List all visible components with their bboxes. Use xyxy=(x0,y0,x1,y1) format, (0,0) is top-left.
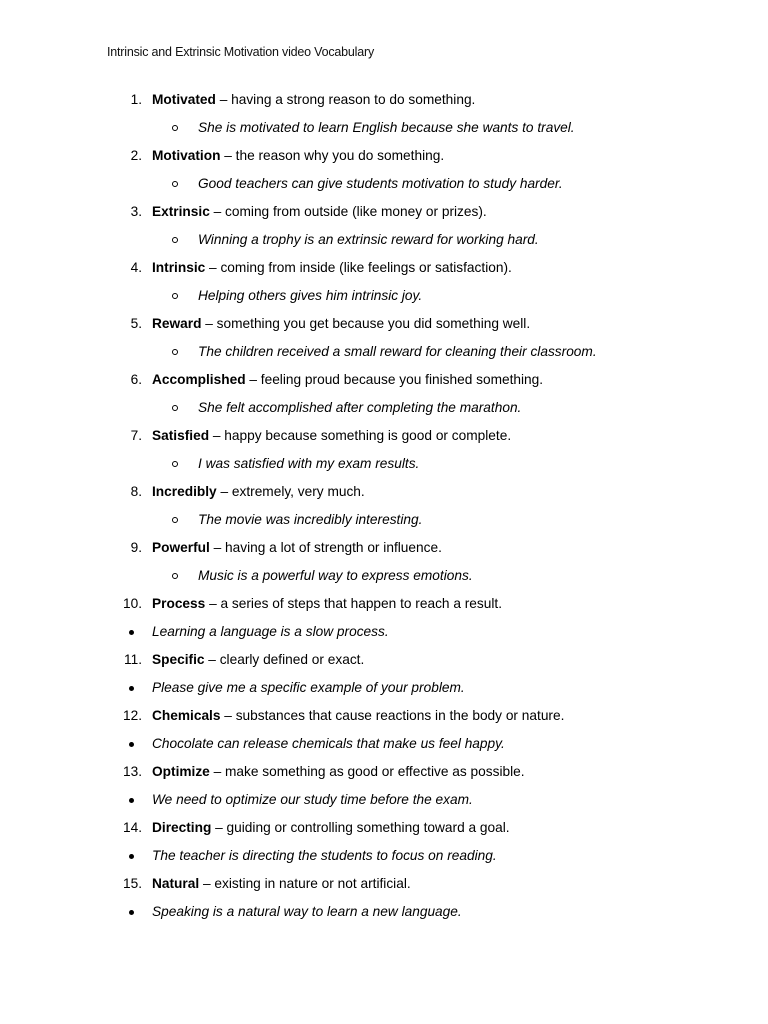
definition: – existing in nature or not artificial. xyxy=(199,876,411,891)
item-number: 7. xyxy=(130,428,142,443)
example-sentence: I was satisfied with my exam results. xyxy=(198,456,420,471)
definition: – a series of steps that happen to reach a result. xyxy=(205,596,503,611)
definition: – coming from inside (like feelings or satisfaction). xyxy=(205,260,512,275)
dot-bullet-icon xyxy=(129,686,134,691)
dot-bullet-icon xyxy=(129,910,134,915)
item-number: 11. xyxy=(123,652,142,667)
example-sentence: Speaking is a natural way to learn a new language. xyxy=(152,904,462,919)
item-number: 12. xyxy=(122,708,142,723)
definition: – having a strong reason to do something. xyxy=(215,92,476,107)
dot-bullet-icon xyxy=(129,742,134,747)
definition: – the reason why you do something. xyxy=(220,148,445,163)
definition: – feeling proud because you finished something. xyxy=(245,372,544,387)
example-sentence: She is motivated to learn English because she wants to travel. xyxy=(198,120,575,135)
item-number: 10. xyxy=(122,596,142,611)
example-sentence: We need to optimize our study time before the exam. xyxy=(152,792,473,807)
example-sentence: Learning a language is a slow process. xyxy=(152,624,389,639)
example-sentence: The teacher is directing the students to focus on reading. xyxy=(152,848,497,863)
page-title: Intrinsic and Extrinsic Motivation video Vocabulary xyxy=(107,45,375,59)
dot-bullet-icon xyxy=(129,854,134,859)
item-number: 1. xyxy=(130,92,142,107)
term: Satisfied xyxy=(152,428,210,443)
item-number: 9. xyxy=(130,540,142,555)
definition: – extremely, very much. xyxy=(216,484,365,499)
circle-bullet-icon xyxy=(172,461,178,467)
example-sentence: The children received a small reward for cleaning their classroom. xyxy=(198,344,597,359)
term: Powerful xyxy=(152,540,210,555)
term: Optimize xyxy=(152,764,210,779)
dot-bullet-icon xyxy=(129,630,134,635)
term: Directing xyxy=(152,820,212,835)
definition: – happy because something is good or complete. xyxy=(209,428,512,443)
item-number: 15. xyxy=(122,876,142,891)
example-sentence: Chocolate can release chemicals that make us feel happy. xyxy=(152,736,505,751)
example-sentence: She felt accomplished after completing the marathon. xyxy=(198,400,522,415)
item-number: 2. xyxy=(130,148,142,163)
item-number: 14. xyxy=(122,820,142,835)
definition: – guiding or controlling something toward a goal. xyxy=(211,820,510,835)
term: Process xyxy=(152,596,206,611)
circle-bullet-icon xyxy=(172,293,178,299)
item-number: 6. xyxy=(130,372,142,387)
definition: – something you get because you did something well. xyxy=(201,316,531,331)
term: Motivated xyxy=(152,92,216,107)
example-sentence: Winning a trophy is an extrinsic reward for working hard. xyxy=(198,232,539,247)
example-sentence: Good teachers can give students motivation to study harder. xyxy=(198,176,563,191)
example-sentence: The movie was incredibly interesting. xyxy=(198,512,423,527)
item-number: 13. xyxy=(122,764,142,779)
circle-bullet-icon xyxy=(172,517,178,523)
term: Chemicals xyxy=(152,708,221,723)
definition: – having a lot of strength or influence. xyxy=(209,540,442,555)
term: Intrinsic xyxy=(152,260,206,275)
item-number: 3. xyxy=(130,204,142,219)
item-number: 5. xyxy=(130,316,142,331)
example-sentence: Please give me a specific example of your problem. xyxy=(152,680,465,695)
term: Incredibly xyxy=(152,484,217,499)
circle-bullet-icon xyxy=(172,349,178,355)
example-sentence: Music is a powerful way to express emotions. xyxy=(198,568,473,583)
term: Motivation xyxy=(152,148,221,163)
circle-bullet-icon xyxy=(172,405,178,411)
dot-bullet-icon xyxy=(129,798,134,803)
term: Accomplished xyxy=(152,372,246,387)
item-number: 4. xyxy=(130,260,142,275)
circle-bullet-icon xyxy=(172,237,178,243)
definition: – clearly defined or exact. xyxy=(204,652,365,667)
circle-bullet-icon xyxy=(172,181,178,187)
definition: – substances that cause reactions in the body or nature. xyxy=(220,708,565,723)
definition: – make something as good or effective as possible. xyxy=(209,764,525,779)
item-number: 8. xyxy=(130,484,142,499)
circle-bullet-icon xyxy=(172,573,178,579)
term: Reward xyxy=(152,316,202,331)
example-sentence: Helping others gives him intrinsic joy. xyxy=(198,288,423,303)
term: Extrinsic xyxy=(152,204,210,219)
term: Specific xyxy=(152,652,205,667)
circle-bullet-icon xyxy=(172,125,178,131)
term: Natural xyxy=(152,876,200,891)
definition: – coming from outside (like money or prizes). xyxy=(209,204,487,219)
